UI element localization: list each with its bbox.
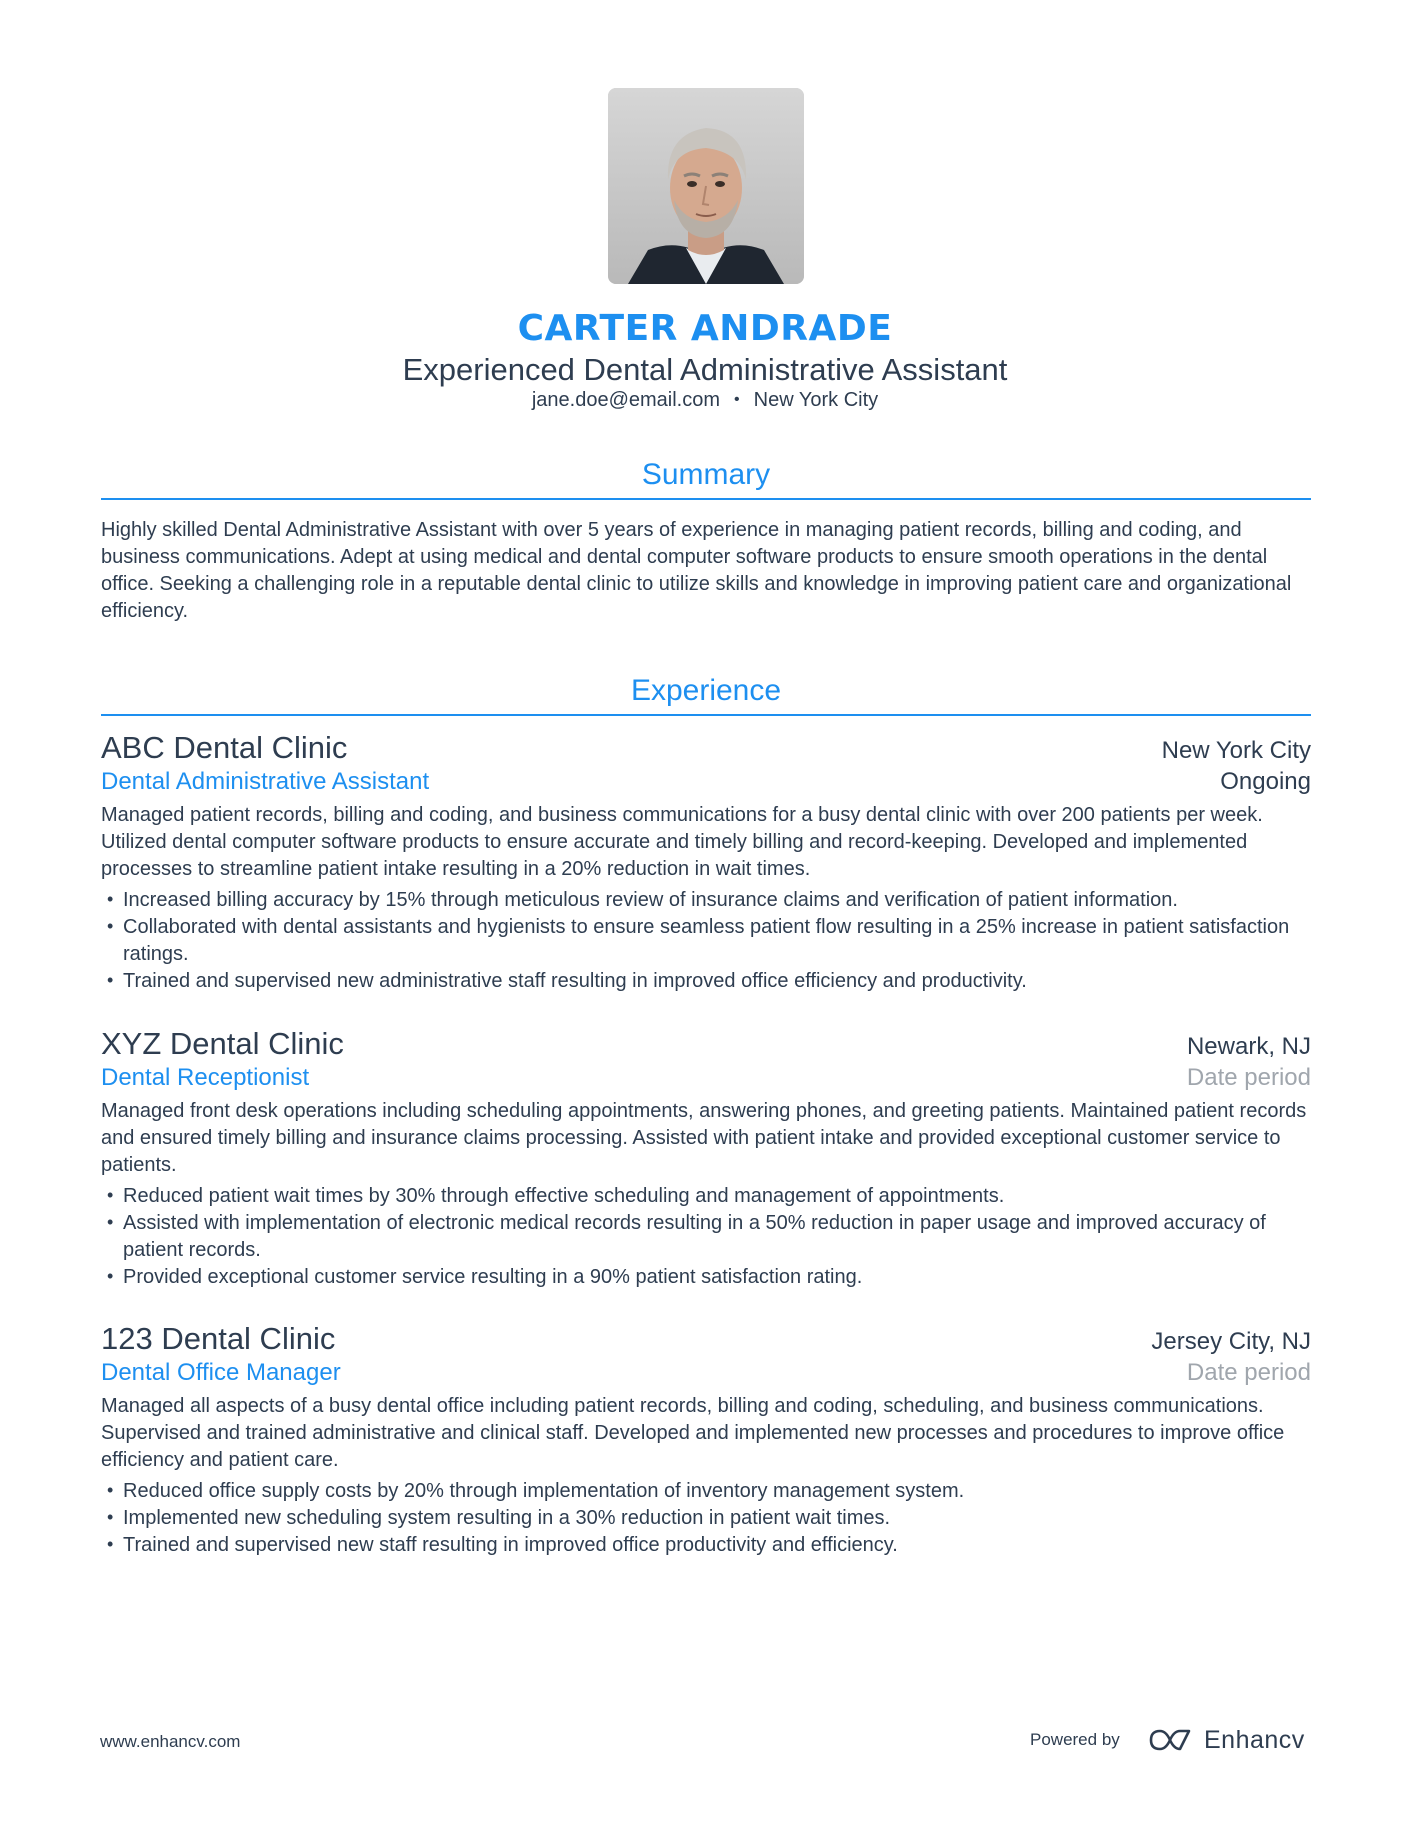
contact-location: New York City <box>753 389 879 411</box>
experience-entry <box>101 1026 1311 1291</box>
enhancv-brand-name: Enhancv <box>1204 1725 1305 1754</box>
portrait-image <box>608 88 804 284</box>
achievement-item: • Reduced patient wait times by 30% through effective scheduling and management of appointments. <box>101 1183 1311 1210</box>
summary-heading: Summary <box>101 458 1311 500</box>
job-description: Managed all aspects of a busy dental office including patient records, billing and coding, scheduling, and business communications. Supervised and trained administrative and clinical staff. Developed and implemented new processes and procedures to improve office efficiency and patient care. <box>101 1395 1285 1471</box>
candidate-title: Experienced Dental Administrative Assistant <box>402 352 1008 387</box>
achievement-item: • Implemented new scheduling system resulting in a 30% reduction in patient wait times. <box>101 1505 1311 1532</box>
achievement-list <box>101 887 1311 995</box>
company-name: ABC Dental Clinic <box>101 730 348 765</box>
job-role: Dental Office Manager <box>101 1359 341 1386</box>
experience-entry <box>101 730 1311 995</box>
achievement-list <box>101 1478 1311 1559</box>
achievement-item: • Trained and supervised new administrative staff resulting in improved office efficiency and productivity. <box>101 968 1311 995</box>
job-period: Date period <box>1186 1064 1311 1091</box>
profile-photo <box>608 88 804 284</box>
job-role: Dental Administrative Assistant <box>101 768 430 795</box>
job-location: New York City <box>1161 737 1311 764</box>
job-period: Date period <box>1186 1359 1311 1386</box>
email-link[interactable]: jane.doe@email.com <box>531 389 721 411</box>
job-location: Jersey City, NJ <box>1151 1328 1311 1355</box>
contact-line <box>0 389 1410 412</box>
company-name: 123 Dental Clinic <box>101 1321 336 1356</box>
powered-by-label: Powered by <box>1030 1730 1120 1749</box>
achievement-item: • Increased billing accuracy by 15% through meticulous review of insurance claims and verification of patient information. <box>101 887 1311 914</box>
job-description: Managed patient records, billing and coding, and business communications for a busy dental clinic with over 200 patients per week. Utilized dental computer software products to ensure accurate and timely billing and record-keeping. Developed and implemented processes to streamline patient intake resulting in a 20% reduction in wait times. <box>101 804 1263 880</box>
job-location: Newark, NJ <box>1186 1033 1311 1060</box>
achievement-item: • Trained and supervised new staff resulting in improved office productivity and efficiency. <box>101 1532 1311 1559</box>
job-role: Dental Receptionist <box>101 1064 310 1091</box>
experience-heading: Experience <box>101 674 1311 716</box>
enhancv-logo-icon <box>1148 1727 1192 1753</box>
job-period: Ongoing <box>1220 768 1311 795</box>
experience-entry <box>101 1321 1311 1559</box>
achievement-item: • Reduced office supply costs by 20% through implementation of inventory management system. <box>101 1478 1311 1505</box>
candidate-name: CARTER ANDRADE <box>517 308 893 349</box>
footer-website-link[interactable]: www.enhancv.com <box>100 1732 241 1751</box>
achievement-item: • Provided exceptional customer service resulting in a 90% patient satisfaction rating. <box>101 1264 1311 1291</box>
contact-separator: • <box>734 391 740 408</box>
company-name: XYZ Dental Clinic <box>101 1026 344 1061</box>
achievement-item: • Assisted with implementation of electronic medical records resulting in a 50% reduction in paper usage and improved accuracy of patient records. <box>101 1210 1311 1264</box>
job-description: Managed front desk operations including scheduling appointments, answering phones, and greeting patients. Maintained patient records and ensured timely billing and insurance claims processing. Assisted with patient intake and provided exceptional customer service to patients. <box>101 1100 1307 1176</box>
achievement-list <box>101 1183 1311 1291</box>
summary-text: Highly skilled Dental Administrative Assistant with over 5 years of experience in managing patient records, billing and coding, and business communications. Adept at using medical and dental computer software products to ensure smooth operations in the dental office. Seeking a challenging role in a reputable dental clinic to utilize skills and knowledge in improving patient care and organizational efficiency. <box>101 519 1292 622</box>
enhancv-logo[interactable] <box>1148 1720 1305 1760</box>
achievement-item: • Collaborated with dental assistants and hygienists to ensure seamless patient flow resulting in a 25% increase in patient satisfaction ratings. <box>101 914 1311 968</box>
